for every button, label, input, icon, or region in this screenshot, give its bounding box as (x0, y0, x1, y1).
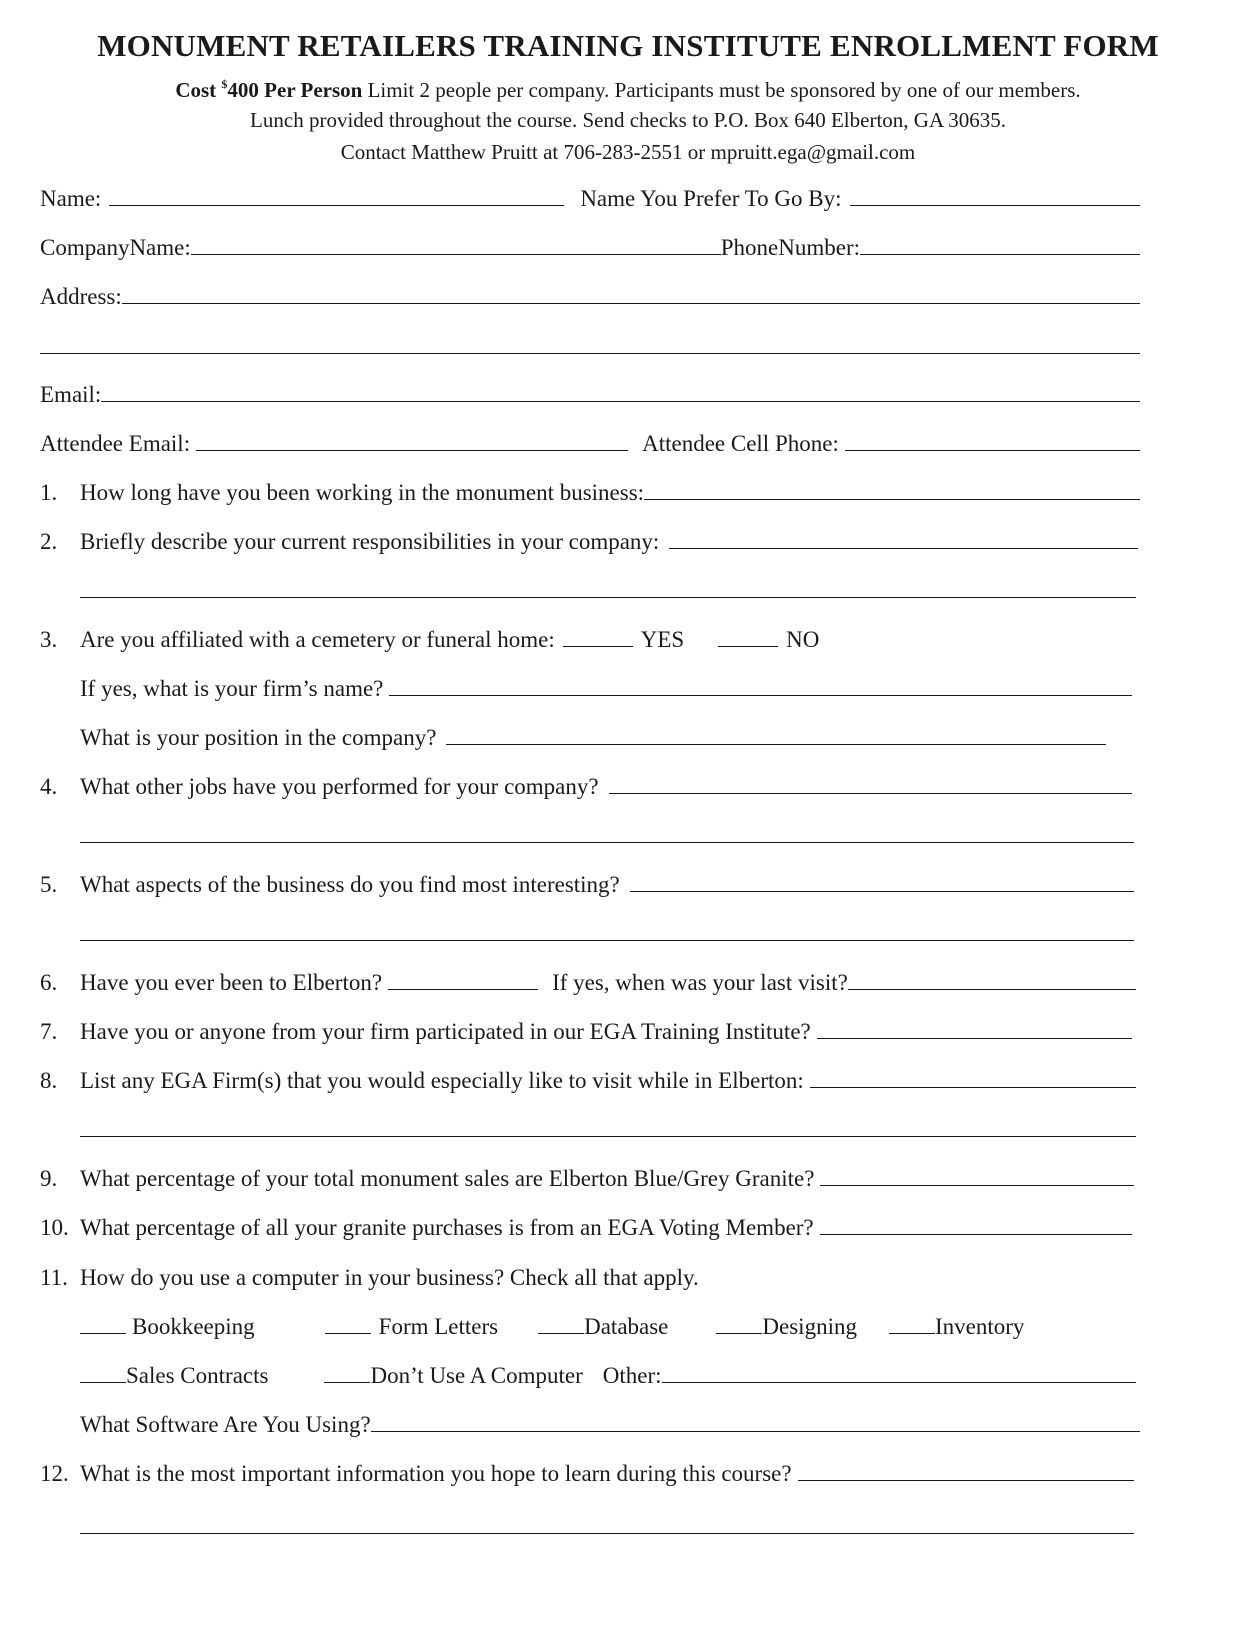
q3-number: 3. (40, 627, 58, 652)
q8-row-2 (80, 1111, 1136, 1143)
q5-text: What aspects of the business do you find most interesting? (80, 872, 620, 897)
contact-line: Contact Matthew Pruitt at 706-283-2551 or mpruitt.ega@gmail.com (340, 140, 916, 164)
cost-label: Cost (175, 78, 217, 102)
option-database-label: Database (584, 1314, 669, 1339)
q12-input-line-2[interactable] (80, 1532, 1134, 1534)
q11-number: 11. (40, 1265, 68, 1290)
q11-options-row-1 (80, 1308, 1050, 1340)
address-input-line[interactable] (122, 302, 1140, 304)
q1-input-line[interactable] (644, 498, 1140, 500)
q10-row (80, 1209, 1132, 1241)
q9-text: What percentage of your total monument sales are Elberton Blue/Grey Granite? (80, 1166, 815, 1191)
software-input-line[interactable] (371, 1430, 1140, 1432)
option-no-computer-label: Don’t Use A Computer (370, 1363, 583, 1388)
option-inventory-blank[interactable] (889, 1332, 935, 1334)
address-input-line-2[interactable] (40, 352, 1140, 354)
option-other-label: Other: (602, 1363, 662, 1388)
q4-row-2 (80, 817, 1134, 849)
q6-followup-label: If yes, when was your last visit? (552, 970, 848, 995)
address-row-2 (40, 328, 1140, 360)
q7-text: Have you or anyone from your firm participated in our EGA Training Institute? (80, 1019, 811, 1044)
option-bookkeeping-label: Bookkeeping (132, 1314, 255, 1339)
q1-text: How long have you been working in the monument business: (80, 480, 645, 505)
q5-number: 5. (40, 872, 58, 897)
attendee-cell-label: Attendee Cell Phone: (642, 431, 839, 456)
q6-number: 6. (40, 970, 58, 995)
q12-row-2 (80, 1508, 1134, 1540)
q3-yes-blank[interactable] (563, 645, 633, 647)
company-name-label: CompanyName: (40, 235, 191, 260)
q9-number: 9. (40, 1166, 58, 1191)
option-form-letters-label: Form Letters (378, 1314, 499, 1339)
q11-text: How do you use a computer in your business? Check all that apply. (80, 1265, 699, 1290)
address-row (40, 278, 1140, 310)
option-bookkeeping-blank[interactable] (80, 1332, 126, 1334)
option-sales-contracts-blank[interactable] (80, 1381, 126, 1383)
option-database-blank[interactable] (538, 1332, 584, 1334)
q4-input-line[interactable] (609, 792, 1132, 794)
cost-line (0, 77, 1256, 103)
q8-input-line-2[interactable] (80, 1135, 1136, 1137)
cost-currency: $ (221, 77, 228, 91)
option-form-letters-blank[interactable] (325, 1332, 371, 1334)
option-inventory-label: Inventory (934, 1314, 1025, 1339)
q3-text: Are you affiliated with a cemetery or funeral home: (80, 627, 555, 652)
q5-input-line[interactable] (630, 890, 1134, 892)
q3-position-label: What is your position in the company? (80, 725, 437, 750)
q2-input-line[interactable] (669, 547, 1138, 549)
q10-number: 10. (40, 1215, 69, 1240)
q7-number: 7. (40, 1019, 58, 1044)
name-row (40, 180, 1140, 212)
q1-row (80, 474, 1140, 506)
phone-number-label: PhoneNumber: (720, 235, 861, 260)
q12-input-line[interactable] (798, 1479, 1134, 1481)
cost-value: 400 Per Person (227, 78, 363, 102)
q7-row (80, 1013, 1132, 1045)
q9-row (80, 1160, 1134, 1192)
email-row (40, 376, 1140, 408)
q12-row (80, 1455, 1134, 1487)
q11-options-row-2 (80, 1357, 1136, 1389)
preferred-name-input-line[interactable] (850, 204, 1141, 206)
q7-input-line[interactable] (817, 1037, 1132, 1039)
limit-text: Limit 2 people per company. Participants must be sponsored by one of our members. (367, 78, 1081, 102)
attendee-row (40, 425, 1140, 457)
q12-number: 12. (40, 1461, 69, 1486)
q5-input-line-2[interactable] (80, 939, 1134, 941)
attendee-email-label: Attendee Email: (40, 431, 191, 456)
q11-row (80, 1259, 699, 1291)
q3-firm-label: If yes, what is your firm’s name? (80, 676, 384, 701)
q3-position-row (80, 719, 1106, 751)
option-other-input-line[interactable] (662, 1381, 1136, 1383)
q6-input-line[interactable] (388, 988, 538, 990)
option-designing-label: Designing (762, 1314, 857, 1339)
phone-number-input-line[interactable] (860, 253, 1140, 255)
option-designing-blank[interactable] (716, 1332, 762, 1334)
q4-number: 4. (40, 774, 58, 799)
q10-input-line[interactable] (820, 1233, 1132, 1235)
q5-row-2 (80, 915, 1134, 947)
attendee-email-input-line[interactable] (196, 449, 628, 451)
q1-number: 1. (40, 480, 58, 505)
q3-firm-input-line[interactable] (389, 694, 1132, 696)
name-input-line[interactable] (109, 204, 564, 206)
q2-row-2 (80, 572, 1136, 604)
q2-row (80, 523, 1138, 555)
q11-software-row (80, 1406, 1140, 1438)
q5-row (80, 866, 1134, 898)
q2-number: 2. (40, 529, 58, 554)
q6-text: Have you ever been to Elberton? (80, 970, 383, 995)
q8-text: List any EGA Firm(s) that you would especially like to visit while in Elberton: (80, 1068, 804, 1093)
q6-followup-input-line[interactable] (848, 988, 1136, 990)
q3-position-input-line[interactable] (446, 743, 1106, 745)
q10-text: What percentage of all your granite purchases is from an EGA Voting Member? (80, 1215, 814, 1240)
q12-text: What is the most important information you hope to learn during this course? (80, 1461, 792, 1486)
q8-input-line[interactable] (810, 1086, 1136, 1088)
name-label: Name: (40, 186, 102, 211)
q2-text: Briefly describe your current responsibilities in your company: (80, 529, 660, 554)
q8-number: 8. (40, 1068, 58, 1093)
q3-no-label: NO (786, 627, 820, 652)
form-title: MONUMENT RETAILERS TRAINING INSTITUTE ENROLLMENT FORM (97, 28, 1159, 63)
lunch-line: Lunch provided throughout the course. Send checks to P.O. Box 640 Elberton, GA 30635. (250, 108, 1006, 132)
email-label: Email: (40, 382, 102, 407)
q4-input-line-2[interactable] (80, 841, 1134, 843)
q4-row (80, 768, 1132, 800)
attendee-cell-input-line[interactable] (845, 449, 1140, 451)
option-sales-contracts-label: Sales Contracts (126, 1363, 269, 1388)
q8-row (80, 1062, 1136, 1094)
q3-yes-label: YES (640, 627, 685, 652)
address-label: Address: (40, 284, 122, 309)
q9-input-line[interactable] (820, 1184, 1134, 1186)
q6-row (80, 964, 1136, 996)
q2-input-line-2[interactable] (80, 596, 1136, 598)
software-label: What Software Are You Using? (80, 1412, 371, 1437)
email-input-line[interactable] (101, 400, 1140, 402)
q3-row (80, 621, 819, 653)
q4-text: What other jobs have you performed for your company? (80, 774, 599, 799)
company-row (40, 229, 1140, 261)
company-name-input-line[interactable] (191, 253, 721, 255)
q3-firm-row (80, 670, 1132, 702)
preferred-name-label: Name You Prefer To Go By: (580, 186, 842, 211)
q3-no-blank[interactable] (718, 645, 778, 647)
option-no-computer-blank[interactable] (324, 1381, 370, 1383)
